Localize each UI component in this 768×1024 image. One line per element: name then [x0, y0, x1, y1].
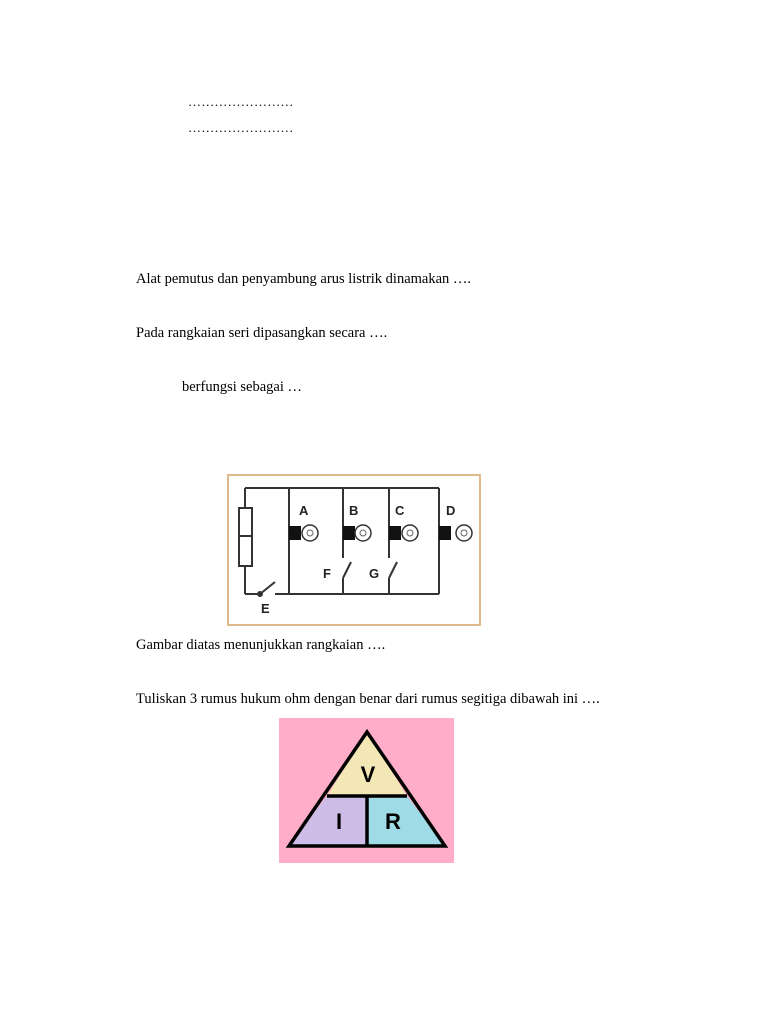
ohm-triangle-figure	[279, 718, 454, 863]
bulb-c	[389, 525, 418, 541]
question-5: Tuliskan 3 rumus hukum ohm dengan benar dari rumus segitiga dibawah ini ….	[136, 691, 600, 707]
triangle-label-r: R	[385, 809, 401, 834]
question-3: berfungsi sebagai …	[182, 379, 302, 395]
bulb-a	[289, 525, 318, 541]
circuit-diagram	[227, 474, 481, 626]
bulb-label-b: B	[349, 503, 359, 518]
bulb-b	[343, 525, 371, 541]
battery-cell-1	[239, 508, 252, 536]
ohm-triangle-svg	[279, 718, 454, 863]
bulb-label-d: D	[446, 503, 456, 518]
bulb-label-c: C	[395, 503, 405, 518]
battery-cell-2	[239, 536, 252, 566]
main-switch-label-e: E	[261, 601, 270, 616]
circuit-svg	[227, 474, 481, 626]
answer-blank-1: ……………………	[188, 94, 294, 109]
triangle-label-v: V	[360, 762, 376, 787]
switch-label-g: G	[369, 566, 380, 581]
question-1: Alat pemutus dan penyambung arus listrik dinamakan ….	[136, 271, 472, 287]
question-2: Pada rangkaian seri dipasangkan secara ….	[136, 325, 388, 341]
answer-blank-2: ……………………	[188, 120, 294, 135]
switch-label-f: F	[323, 566, 331, 581]
triangle-label-i: I	[335, 809, 343, 834]
bulb-label-a: A	[299, 503, 309, 518]
question-4: Gambar diatas menunjukkan rangkaian ….	[136, 637, 386, 653]
